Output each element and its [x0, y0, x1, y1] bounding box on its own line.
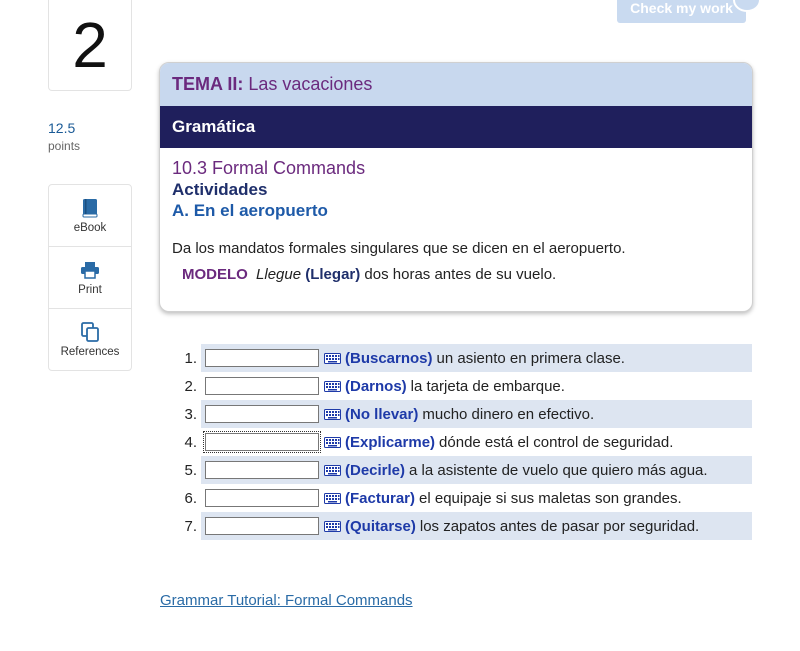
tools-panel	[48, 184, 132, 371]
points-label: points	[48, 139, 81, 153]
item-number: 2.	[184, 377, 197, 395]
grammar-tutorial-link[interactable]: Grammar Tutorial: Formal Commands	[160, 592, 413, 609]
references-button[interactable]	[49, 309, 131, 370]
instructions: Da los mandatos formales singulares que se dicen en el aeropuerto.	[172, 240, 626, 257]
keyboard-icon[interactable]	[324, 437, 341, 448]
answer-row	[175, 512, 752, 540]
verb-prompt: (Buscarnos)	[345, 349, 433, 367]
keyboard-icon[interactable]	[324, 465, 341, 476]
tema-header	[160, 63, 752, 106]
sentence-rest: el equipaje si sus maletas son grandes.	[419, 489, 682, 507]
sentence-rest: los zapatos antes de pasar por seguridad.	[419, 517, 700, 535]
question-number: 2	[48, 0, 132, 91]
tema-label: TEMA II:	[172, 74, 244, 94]
subsection-title: 10.3 Formal Commands	[172, 158, 366, 178]
keyboard-icon[interactable]	[324, 521, 341, 532]
keyboard-icon[interactable]	[324, 381, 341, 392]
item-number: 6.	[184, 489, 197, 507]
answer-input[interactable]	[205, 433, 319, 451]
exercise-card	[159, 62, 753, 312]
sentence-rest: mucho dinero en efectivo.	[422, 405, 595, 423]
item-number: 7.	[184, 517, 197, 535]
actividades-heading: Actividades	[172, 180, 268, 199]
item-number: 1.	[184, 349, 197, 367]
verb-prompt: (Explicarme)	[345, 433, 436, 451]
verb-prompt: (Quitarse)	[345, 517, 416, 535]
model-label: MODELO	[182, 266, 248, 283]
print-button[interactable]	[49, 247, 131, 309]
item-number: 4.	[184, 433, 197, 451]
printer-icon	[80, 259, 100, 281]
keyboard-icon[interactable]	[324, 493, 341, 504]
copy-icon	[81, 321, 99, 343]
activity-title: A. En el aeropuerto	[172, 201, 328, 220]
section-header: Gramática	[160, 106, 752, 148]
answer-row	[175, 428, 752, 456]
answer-input[interactable]	[205, 489, 319, 507]
keyboard-icon[interactable]	[324, 409, 341, 420]
answer-row	[175, 344, 752, 372]
verb-prompt: (No llevar)	[345, 405, 419, 423]
answer-input[interactable]	[205, 461, 319, 479]
model-rest: dos horas antes de su vuelo.	[364, 266, 557, 283]
sentence-rest: dónde está el control de seguridad.	[439, 433, 674, 451]
answer-input[interactable]	[205, 377, 319, 395]
print-label: Print	[78, 284, 102, 296]
answer-list	[175, 344, 752, 540]
verb-prompt: (Decirle)	[345, 461, 406, 479]
keyboard-icon[interactable]	[324, 353, 341, 364]
ebook-label: eBook	[73, 222, 107, 234]
tema-title: Las vacaciones	[248, 74, 373, 94]
ebook-button[interactable]	[49, 185, 131, 247]
answer-row	[175, 400, 752, 428]
answer-input[interactable]	[205, 405, 319, 423]
sentence-rest: la tarjeta de embarque.	[410, 377, 565, 395]
check-my-work-button[interactable]: Check my work	[617, 0, 746, 23]
answer-row	[175, 456, 752, 484]
answer-row	[175, 484, 752, 512]
model-example	[172, 266, 740, 283]
book-icon	[81, 197, 99, 219]
answer-row	[175, 372, 752, 400]
points-value: 12.5	[48, 120, 76, 136]
item-number: 5.	[184, 461, 197, 479]
model-answer: Llegue	[256, 266, 302, 283]
verb-prompt: (Facturar)	[345, 489, 416, 507]
verb-prompt: (Darnos)	[345, 377, 407, 395]
item-number: 3.	[184, 405, 197, 423]
answer-input[interactable]	[205, 349, 319, 367]
references-label: References	[60, 346, 120, 358]
model-verb: (Llegar)	[305, 266, 361, 283]
sentence-rest: a la asistente de vuelo que quiero más agua.	[409, 461, 708, 479]
sentence-rest: un asiento en primera clase.	[436, 349, 625, 367]
answer-input[interactable]	[205, 517, 319, 535]
